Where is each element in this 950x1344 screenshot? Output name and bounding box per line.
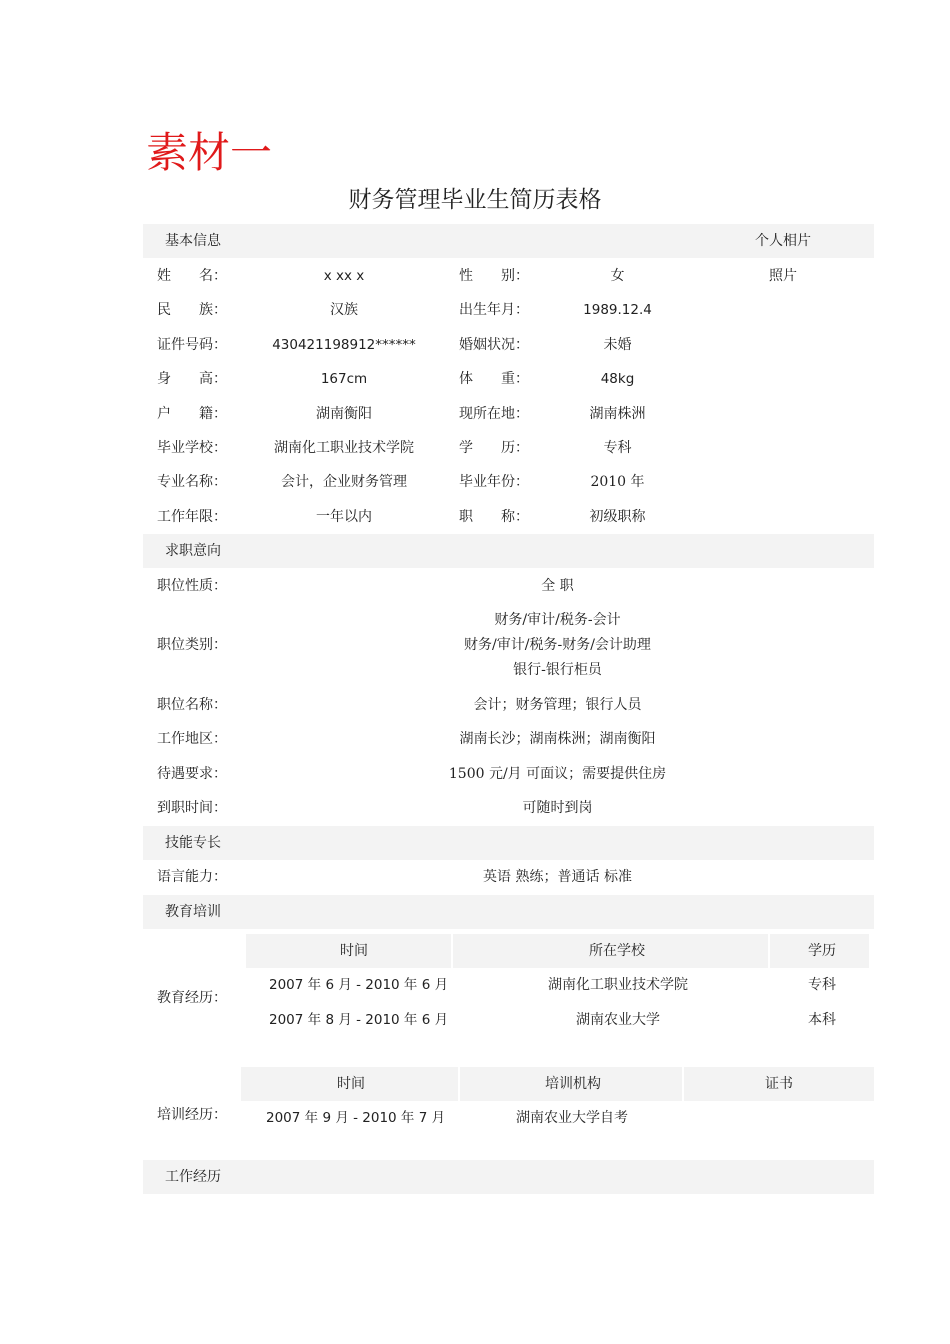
field-value: 湖南化工职业技术学院 <box>274 440 414 456</box>
section-label: 工作经历 <box>165 1169 221 1185</box>
field-label: 教育经历： <box>157 990 227 1006</box>
section-label: 求职意向 <box>165 543 221 559</box>
field-value: 会计，企业财务管理 <box>281 474 407 490</box>
field-value: 430421198912****** <box>272 337 416 353</box>
field-value: 一年以内 <box>316 509 372 525</box>
section-label: 技能专长 <box>165 835 221 851</box>
field-label: 性 别： <box>459 268 529 284</box>
field-label: 工作地区： <box>157 731 227 747</box>
page-title: 财务管理毕业生简历表格 <box>348 187 602 213</box>
field-label: 户 籍： <box>157 406 227 422</box>
field-label: 专业名称： <box>157 474 227 490</box>
table-cell: 2007 年 8 月 - 2010 年 6 月 <box>269 1012 449 1028</box>
section-header-skills <box>143 826 874 860</box>
field-value: 2010 年 <box>590 474 645 490</box>
field-value: 专科 <box>603 440 632 456</box>
column-header: 学历 <box>808 943 836 959</box>
field-value: 未婚 <box>603 337 632 353</box>
section-header-work-experience <box>143 1160 874 1194</box>
field-value: x xx x <box>323 268 365 284</box>
field-label: 职位类别： <box>157 637 227 653</box>
field-value: 湖南株洲 <box>589 406 646 422</box>
field-label: 职 称： <box>459 509 529 525</box>
field-value: 湖南衡阳 <box>316 406 372 422</box>
table-cell: 湖南农业大学 <box>576 1012 660 1028</box>
column-divider <box>451 934 453 968</box>
field-label: 证件号码： <box>157 337 227 353</box>
work-area-value: 湖南长沙；湖南株洲；湖南衡阳 <box>459 731 656 747</box>
job-category-line: 财务/审计/税务-财务/会计助理 <box>464 637 651 653</box>
field-label: 婚姻状况： <box>459 337 529 353</box>
table-cell: 湖南农业大学自考 <box>516 1110 628 1126</box>
field-label: 毕业学校： <box>157 440 227 456</box>
field-label: 培训经历： <box>157 1107 227 1123</box>
table-cell: 2007 年 6 月 - 2010 年 6 月 <box>269 977 449 993</box>
field-value: 初级职称 <box>589 509 646 525</box>
job-category-line: 财务/审计/税务-会计 <box>494 612 621 628</box>
field-label: 学 历： <box>459 440 529 456</box>
field-label: 民 族： <box>157 302 227 318</box>
table-cell: 湖南化工职业技术学院 <box>548 977 688 993</box>
column-divider <box>682 1067 684 1101</box>
photo-placeholder: 照片 <box>769 268 797 284</box>
language-value: 英语 熟练；普通话 标准 <box>483 869 632 885</box>
job-category-line: 银行-银行柜员 <box>513 662 602 678</box>
column-header: 培训机构 <box>545 1076 601 1092</box>
job-nature-value: 全 职 <box>541 578 574 594</box>
photo-header: 个人相片 <box>755 233 811 249</box>
field-label: 现所在地： <box>459 406 529 422</box>
column-divider <box>768 934 770 968</box>
column-header: 证书 <box>765 1076 793 1092</box>
section-label: 教育培训 <box>165 904 221 920</box>
column-header: 时间 <box>340 943 368 959</box>
section-header-basic-info <box>143 224 874 258</box>
section-header-job-intent <box>143 534 874 568</box>
column-header: 所在学校 <box>589 943 645 959</box>
field-value: 167cm <box>320 371 368 387</box>
field-label: 身 高： <box>157 371 227 387</box>
field-label: 语言能力： <box>157 869 227 885</box>
field-label: 毕业年份： <box>459 474 529 490</box>
training-table-header <box>241 1067 874 1101</box>
salary-value: 1500 元/月 可面议；需要提供住房 <box>448 766 667 782</box>
column-header: 时间 <box>337 1076 365 1092</box>
table-cell: 专科 <box>808 977 836 993</box>
field-value: 女 <box>610 268 625 284</box>
table-cell: 本科 <box>808 1012 836 1028</box>
education-table-header <box>246 934 869 968</box>
field-label: 工作年限： <box>157 509 227 525</box>
field-label: 到职时间： <box>157 800 227 816</box>
field-label: 职位性质： <box>157 578 227 594</box>
section-label: 基本信息 <box>165 233 221 249</box>
field-value: 汉族 <box>330 302 358 318</box>
field-label: 职位名称： <box>157 697 227 713</box>
job-title-value: 会计；财务管理；银行人员 <box>473 697 642 713</box>
field-value: 1989.12.4 <box>583 302 652 318</box>
arrival-value: 可随时到岗 <box>522 800 593 816</box>
field-label: 出生年月： <box>459 302 529 318</box>
field-label: 待遇要求： <box>157 766 227 782</box>
field-label: 体 重： <box>459 371 529 387</box>
page-heading: 素材一 <box>146 128 273 177</box>
field-label: 姓 名： <box>157 268 227 284</box>
column-divider <box>458 1067 460 1101</box>
field-value: 48kg <box>600 371 635 387</box>
table-cell: 2007 年 9 月 - 2010 年 7 月 <box>266 1110 446 1126</box>
section-header-education <box>143 895 874 929</box>
